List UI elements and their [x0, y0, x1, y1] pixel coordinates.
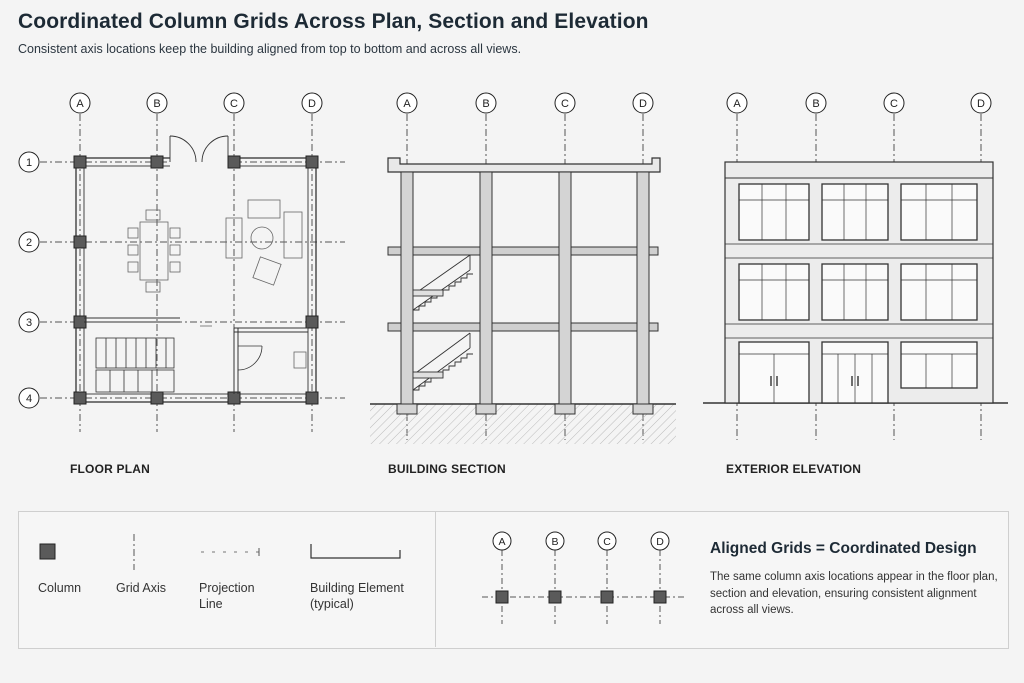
section-label-c: C	[561, 98, 569, 110]
grid-axis-icon	[128, 532, 140, 572]
exterior-elevation-label: EXTERIOR ELEVATION	[726, 462, 862, 476]
legend-projection-line-1: Projection	[199, 581, 255, 595]
elevation-grid-bubbles	[727, 93, 991, 113]
legend-column-label: Column	[38, 581, 82, 595]
plan-label-b: B	[153, 98, 161, 110]
plan-label-d: D	[308, 98, 316, 110]
plan-label-1: 1	[25, 157, 33, 169]
plan-stair	[96, 338, 174, 392]
floor-plan	[19, 93, 345, 432]
section-label-a: A	[403, 98, 411, 110]
mini-label-a: A	[498, 536, 506, 548]
page-title: Coordinated Column Grids Across Plan, Section and Elevation	[18, 10, 649, 33]
plan-label-3: 3	[25, 317, 33, 329]
legend-divider	[435, 511, 436, 647]
plan-label-4: 4	[25, 393, 33, 405]
exterior-elevation	[703, 93, 1008, 440]
elevation-label-c: C	[890, 98, 898, 110]
legend-grid-axis-label: Grid Axis	[116, 581, 167, 595]
plan-columns	[74, 156, 318, 404]
plan-dining-table	[128, 210, 180, 292]
mini-label-d: D	[656, 536, 664, 548]
building-element-icon	[308, 542, 404, 562]
section-roof	[388, 158, 660, 172]
plan-label-c: C	[230, 98, 238, 110]
legend-projection-line-label	[199, 580, 255, 612]
section-floor-slabs	[388, 247, 658, 331]
section-label-b: B	[482, 98, 490, 110]
plan-living-furniture	[226, 200, 302, 285]
section-label-d: D	[639, 98, 647, 110]
legend-building-element-label	[310, 580, 404, 612]
legend-projection-line-2: Line	[199, 597, 223, 611]
floor-plan-label: FLOOR PLAN	[70, 462, 150, 476]
plan-label-2: 2	[25, 237, 33, 249]
legend-building-element-1: Building Element	[310, 581, 404, 595]
mini-label-c: C	[603, 536, 611, 548]
legend-building-element-2: (typical)	[310, 597, 354, 611]
plan-grid-bubbles	[19, 93, 322, 408]
page-subtitle: Consistent axis locations keep the building aligned from top to bottom and across all views.	[18, 42, 522, 56]
elevation-label-a: A	[733, 98, 741, 110]
section-grid-axes	[407, 114, 643, 440]
section-stair-lower	[413, 333, 473, 390]
summary-title: Aligned Grids = Coordinated Design	[710, 540, 977, 557]
elevation-label-b: B	[812, 98, 820, 110]
section-grid-bubbles	[397, 93, 653, 113]
summary-body: The same column axis locations appear in the floor plan, section and elevation, ensuring consistent alignment across all views.	[710, 571, 998, 616]
elevation-label-d: D	[977, 98, 985, 110]
mini-label-b: B	[551, 536, 559, 548]
building-section-label: BUILDING SECTION	[388, 462, 506, 476]
plan-exterior-walls	[76, 158, 316, 402]
plan-interior-walls	[84, 318, 308, 394]
projection-line-icon	[199, 546, 265, 558]
plan-label-a: A	[76, 98, 84, 110]
section-stair-upper	[413, 255, 473, 310]
plan-door-gap	[170, 155, 228, 169]
building-section	[370, 93, 676, 444]
section-columns	[401, 172, 649, 404]
aligned-grid-diagram	[480, 524, 690, 634]
column-icon	[38, 542, 58, 562]
